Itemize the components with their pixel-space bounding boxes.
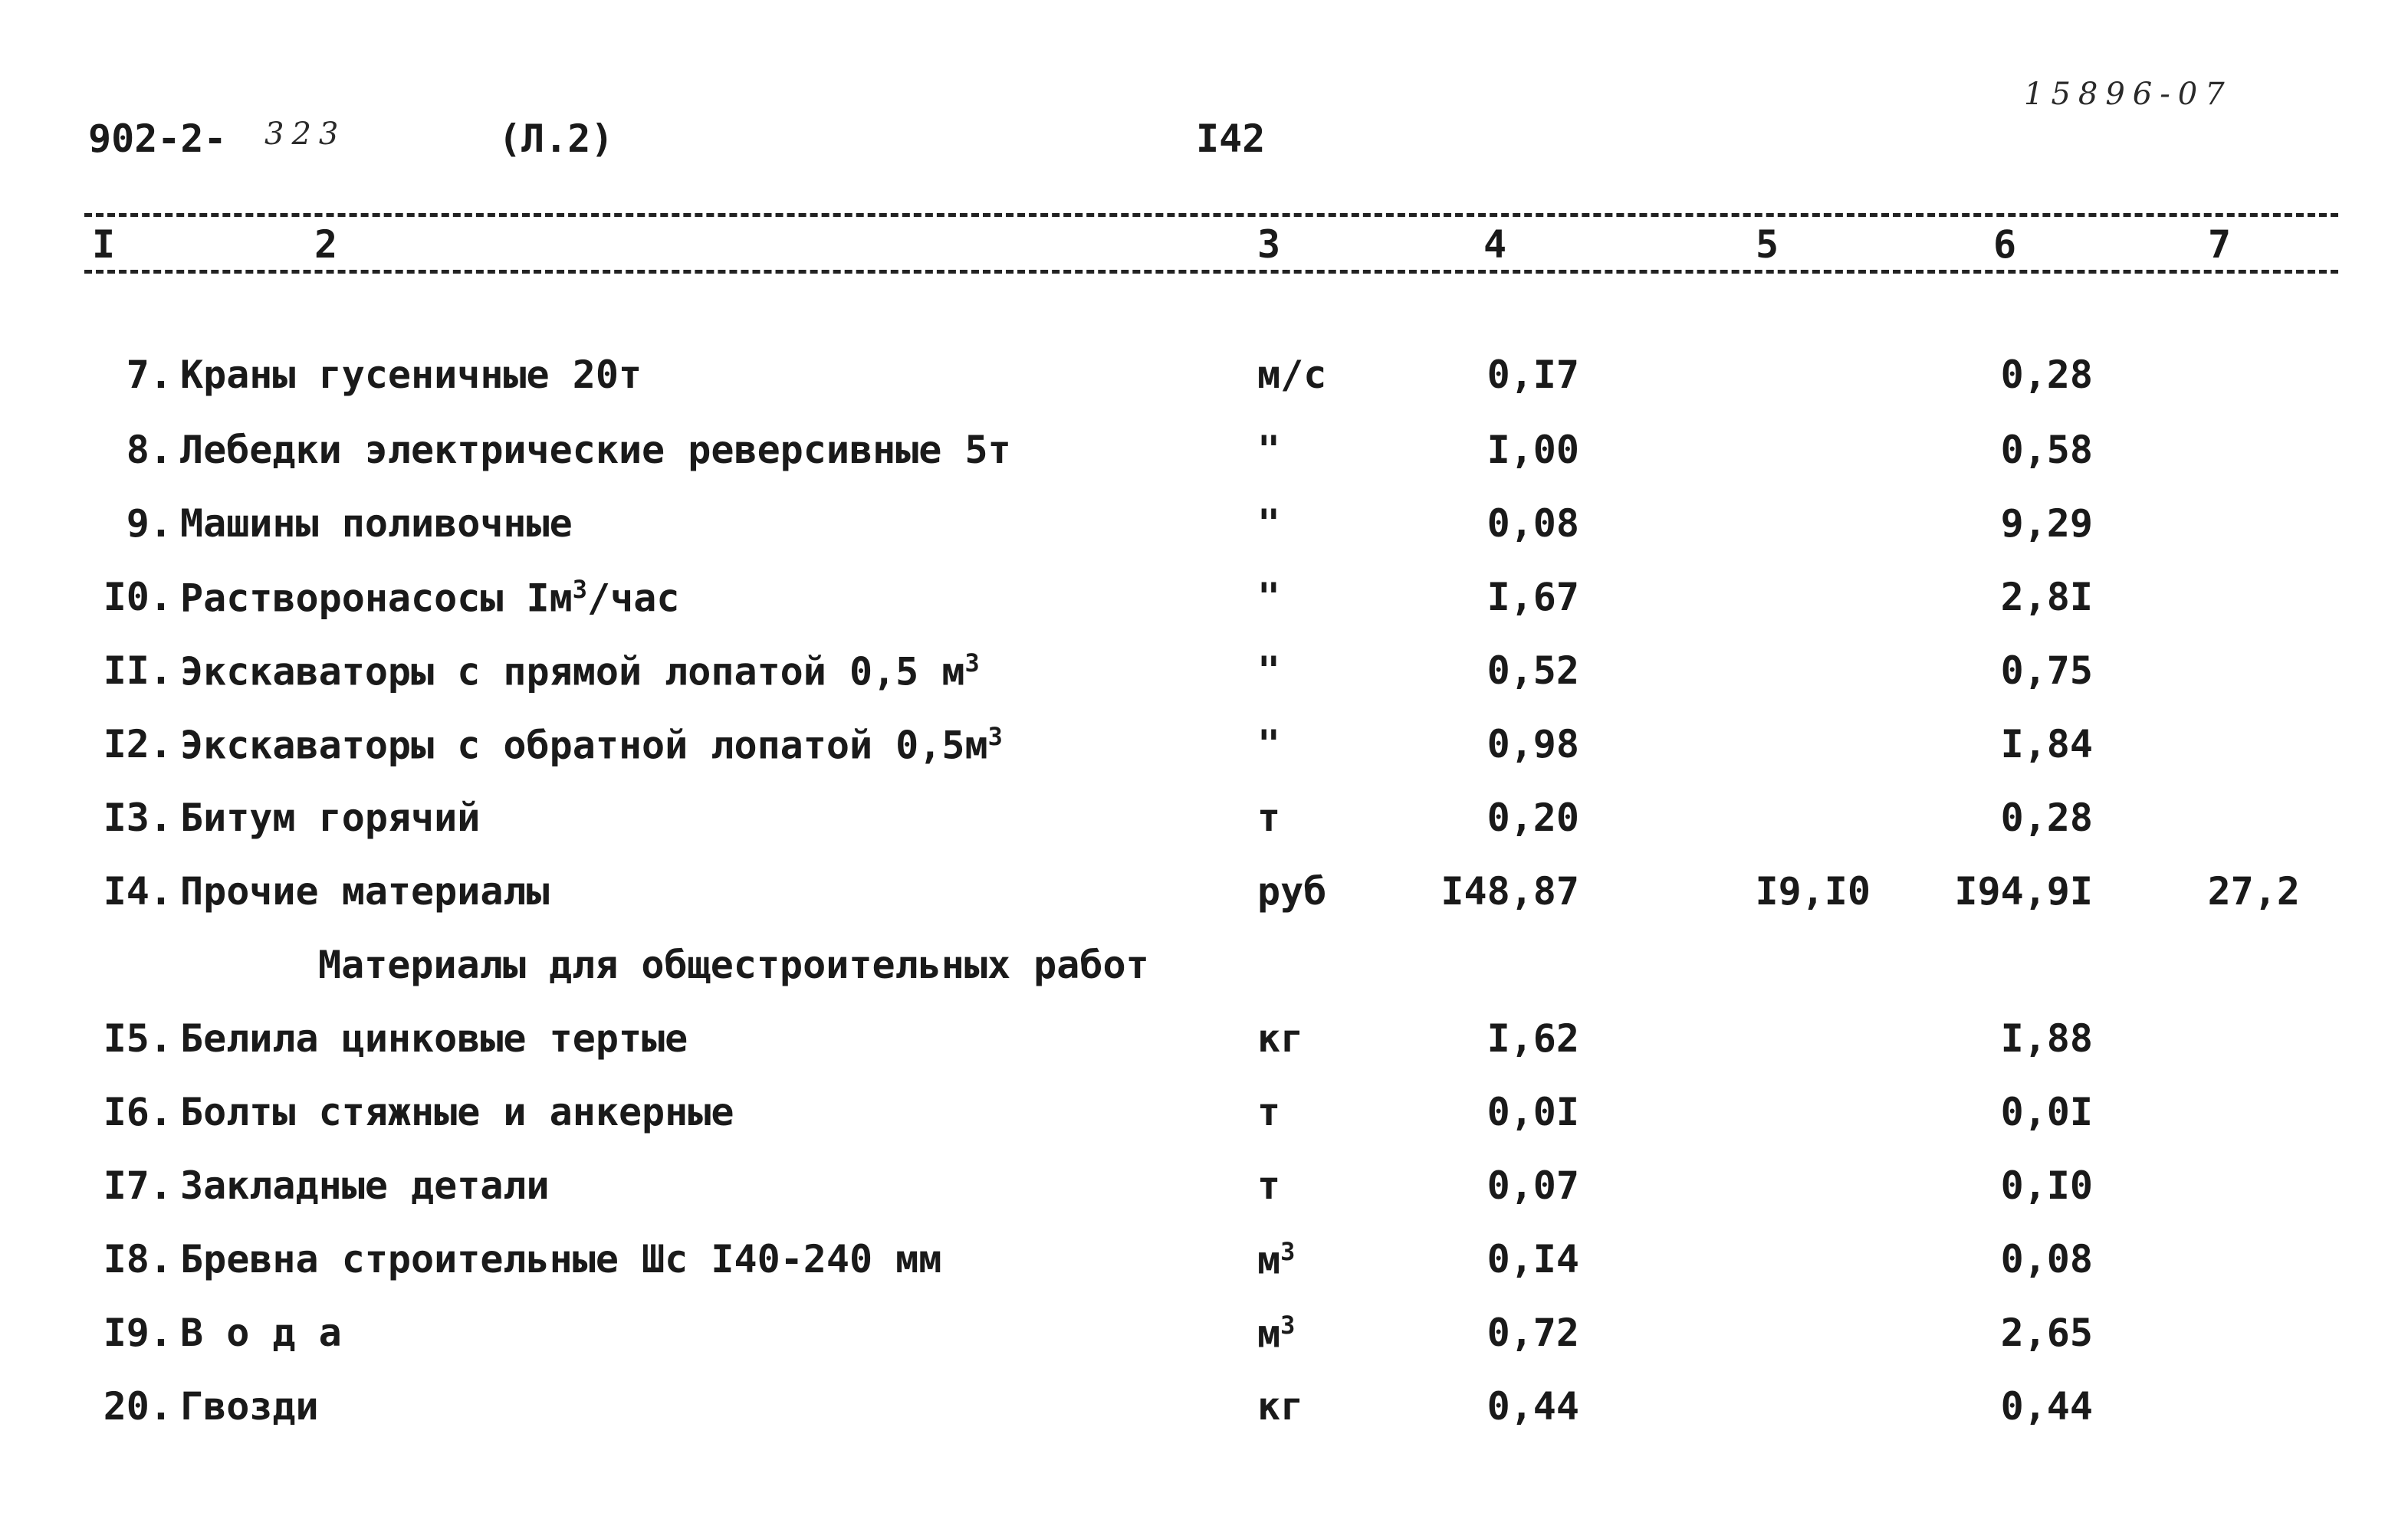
row-value-col6: 0,58 (2000, 428, 2093, 472)
row-number: I4. (103, 869, 172, 914)
row-number: I5. (103, 1016, 172, 1061)
row-number: 20. (103, 1384, 172, 1429)
row-number: I0. (103, 575, 172, 619)
row-name: Бревна строительные Шс I40-240 мм (180, 1237, 942, 1281)
header-rule-top (84, 213, 2338, 217)
table-row (0, 722, 2408, 783)
row-unit: " (1257, 428, 1281, 472)
row-value-col6: 0,28 (2000, 796, 2093, 840)
table-row (0, 869, 2408, 930)
table-row (0, 1311, 2408, 1372)
table-row (0, 428, 2408, 489)
column-number-4: 4 (1483, 222, 1507, 267)
row-number: 8. (126, 428, 172, 472)
column-number-5: 5 (1756, 222, 1779, 267)
row-unit: " (1257, 722, 1281, 766)
row-name: Экскаваторы с прямой лопатой 0,5 $м^3$ (180, 648, 980, 694)
row-value-col6: 2,65 (2000, 1311, 2093, 1355)
row-value-col6: I,84 (2000, 722, 2093, 766)
row-name: Растворонасосы $Iм^3$/час (180, 575, 680, 621)
table-row (0, 1384, 2408, 1445)
row-number: II. (103, 648, 172, 693)
row-value-col4: 0,98 (1487, 722, 1579, 766)
row-value-col4: I,00 (1487, 428, 1579, 472)
row-number: I7. (103, 1163, 172, 1208)
row-value-col4: 0,08 (1487, 501, 1579, 546)
row-unit: т (1257, 1090, 1281, 1134)
column-number-3: 3 (1257, 222, 1281, 267)
header-rule-bottom (84, 270, 2338, 274)
row-value-col6: 0,44 (2000, 1384, 2093, 1429)
row-name: Краны гусеничные 20т (180, 353, 642, 397)
row-value-col6: 0,28 (2000, 353, 2093, 397)
row-value-col6: I,88 (2000, 1016, 2093, 1061)
column-number-1: I (92, 222, 116, 267)
table-row (0, 1237, 2408, 1298)
row-name: Лебедки электрические реверсивные 5т (180, 428, 1011, 472)
row-value-col4: 0,0I (1487, 1090, 1579, 1134)
row-value-col4: I48,87 (1441, 869, 1579, 914)
row-value-col4: I,62 (1487, 1016, 1579, 1061)
table-row (0, 353, 2408, 414)
doc-code-number-handwritten: 323 (264, 116, 347, 152)
stamp-number-handwritten: 15896-07 (2024, 77, 2232, 112)
table-row (0, 1163, 2408, 1225)
table-row (0, 648, 2408, 710)
row-number: 7. (126, 353, 172, 397)
row-value-col4: 0,44 (1487, 1384, 1579, 1429)
row-unit: т (1257, 796, 1281, 840)
row-name: Болты стяжные и анкерные (180, 1090, 734, 1134)
row-unit: " (1257, 575, 1281, 619)
table-row (0, 501, 2408, 563)
row-name: Закладные детали (180, 1163, 550, 1208)
row-number: I8. (103, 1237, 172, 1281)
table-row (0, 575, 2408, 636)
column-number-6: 6 (1993, 222, 2017, 267)
row-number: I6. (103, 1090, 172, 1134)
section-title: Материалы для общестроительных работ (318, 943, 1149, 987)
row-value-col4: 0,07 (1487, 1163, 1579, 1208)
row-value-col4: 0,I7 (1487, 353, 1579, 397)
row-value-col6: I94,9I (1954, 869, 2093, 914)
table-row (0, 1090, 2408, 1151)
row-value-col6: 9,29 (2000, 501, 2093, 546)
row-number: I3. (103, 796, 172, 840)
page-number: I42 (1196, 116, 1266, 161)
row-value-col7: 27,2 (2207, 869, 2300, 914)
row-value-col6: 2,8I (2000, 575, 2093, 619)
row-name: Белила цинковые тертые (180, 1016, 688, 1061)
row-unit: $м^3$ (1257, 1311, 1296, 1357)
row-unit: кг (1257, 1016, 1304, 1061)
row-value-col6: 0,08 (2000, 1237, 2093, 1281)
row-name: Машины поливочные (180, 501, 573, 546)
row-unit: " (1257, 648, 1281, 693)
row-number: I2. (103, 722, 172, 766)
row-value-col4: 0,52 (1487, 648, 1579, 693)
row-value-col4: I,67 (1487, 575, 1579, 619)
column-number-2: 2 (314, 222, 338, 267)
row-unit: $м^3$ (1257, 1237, 1296, 1283)
row-unit: м/с (1257, 353, 1327, 397)
row-unit: т (1257, 1163, 1281, 1208)
table-row (0, 796, 2408, 857)
row-unit: руб (1257, 869, 1327, 914)
row-value-col5: I9,I0 (1755, 869, 1871, 914)
row-number: I9. (103, 1311, 172, 1355)
row-unit: " (1257, 501, 1281, 546)
row-name: Битум горячий (180, 796, 481, 840)
row-number: 9. (126, 501, 172, 546)
row-name: Экскаваторы с обратной лопатой $0,5м^3$ (180, 722, 1003, 768)
column-number-7: 7 (2208, 222, 2232, 267)
doc-code-prefix: 902-2- (88, 116, 227, 161)
row-value-col6: 0,75 (2000, 648, 2093, 693)
row-name: Гвозди (180, 1384, 319, 1429)
row-value-col4: 0,20 (1487, 796, 1579, 840)
row-name: В о д а (180, 1311, 342, 1355)
row-unit: кг (1257, 1384, 1304, 1429)
row-value-col6: 0,I0 (2000, 1163, 2093, 1208)
row-name: Прочие материалы (180, 869, 550, 914)
table-row (0, 1016, 2408, 1078)
row-value-col6: 0,0I (2000, 1090, 2093, 1134)
row-value-col4: 0,I4 (1487, 1237, 1579, 1281)
sheet-label: (Л.2) (498, 116, 614, 161)
row-value-col4: 0,72 (1487, 1311, 1579, 1355)
